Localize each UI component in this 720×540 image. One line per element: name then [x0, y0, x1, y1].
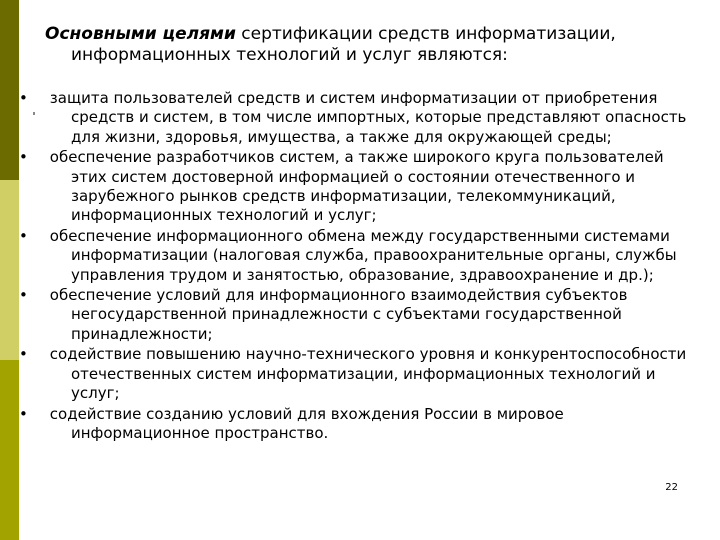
slide-content	[19, 24, 695, 444]
list-item-text: обеспечение информационного обмена между государственными системами информатизации (налоговая служба, правоохранительные органы, службы управления трудом и занятостью, образование, здравоохранение и др.);	[49, 226, 677, 284]
list-item-text: содействие созданию условий для вхождения России в мировое информационное пространство.	[49, 404, 564, 442]
decorative-side-bar	[0, 0, 19, 540]
decorative-dot	[33, 112, 35, 115]
side-bar-segment-bottom	[0, 360, 19, 540]
list-item: • содействие созданию условий для вхождения России в мировое информационное пространство.	[19, 404, 564, 442]
side-bar-segment-middle	[0, 180, 19, 360]
list-item: • обеспечение разработчиков систем, а также широкого круга пользователей этих систем достоверной информацией о состоянии отечественного и зарубежного рынков средств информатизации, телекоммуникаций, информационных технологий и услуг;	[19, 148, 664, 225]
list-item-text: обеспечение разработчиков систем, а также широкого круга пользователей этих систем достоверной информацией о состоянии отечественного и зарубежного рынков средств информатизации, телекоммуникаций, информационных технологий и услуг;	[49, 148, 664, 225]
list-item: • обеспечение информационного обмена между государственными системами информатизации (налоговая служба, правоохранительные органы, службы управления трудом и занятостью, образование, здравоохранение и др.);	[19, 226, 677, 284]
list-item-text: обеспечение условий для информационного взаимодействия субъектов негосударственной принадлежности с субъектами государственной принадлежности;	[49, 286, 628, 343]
list-item: • содействие повышению научно-технического уровня и конкурентоспособности отечественных систем информатизации, информационных технологий и услуг;	[19, 345, 687, 403]
slide-heading	[45, 24, 695, 66]
list-item-text: содействие повышению научно-технического уровня и конкурентоспособности отечественных систем информатизации, информационных технологий и услуг;	[49, 345, 687, 403]
heading-emphasis: Основными целями	[45, 24, 236, 44]
page-number: 22	[665, 482, 678, 493]
side-bar-segment-top	[0, 0, 19, 180]
list-item: • обеспечение условий для информационного взаимодействия субъектов негосударственной принадлежности с субъектами государственной принадлежности;	[19, 286, 628, 343]
list-item-text: защита пользователей средств и систем информатизации от приобретения средств и систем, в том числе импортных, которые представляют опасность для жизни, здоровья, имущества, а также для окружающей среды;	[49, 89, 687, 146]
list-item: • защита пользователей средств и систем информатизации от приобретения средств и систем, в том числе импортных, которые представляют опасность для жизни, здоровья, имущества, а также для окружающей среды;	[19, 89, 687, 146]
heading-text: сертификации средств информатизации, информационных технологий и услуг являются:	[71, 24, 616, 65]
goals-list	[19, 89, 695, 443]
